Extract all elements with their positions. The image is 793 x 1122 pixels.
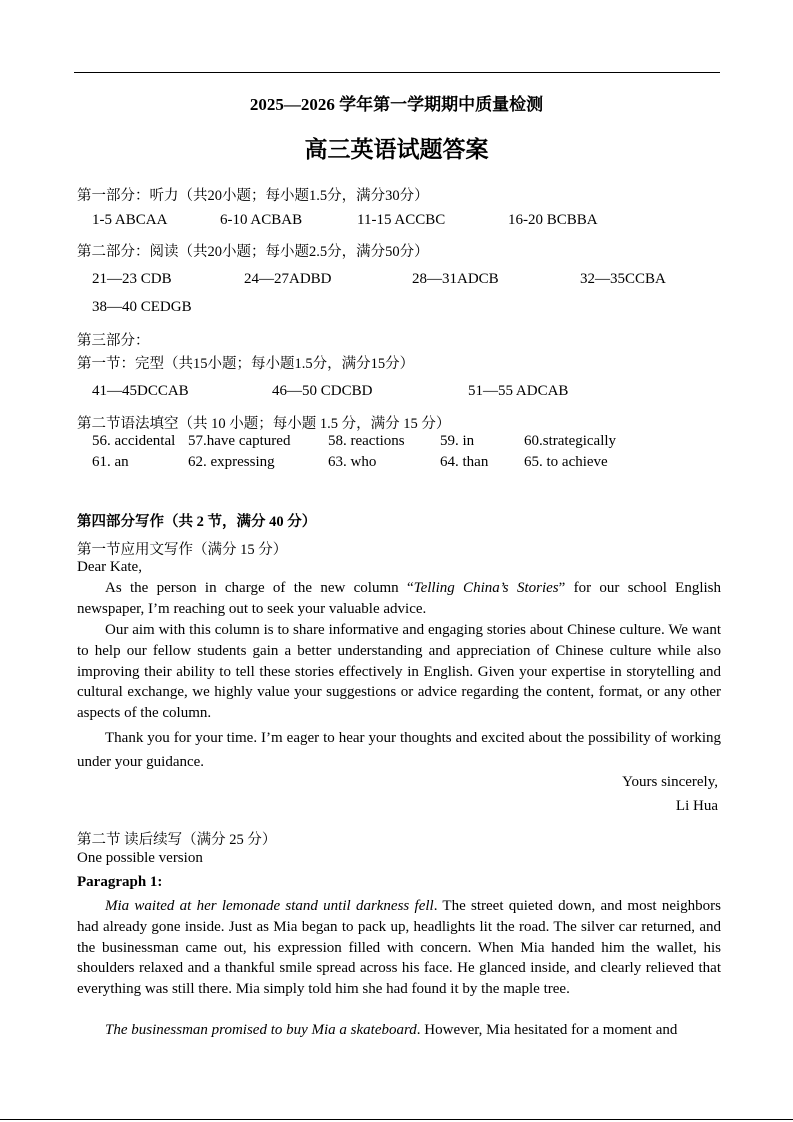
answer-item: 21—23 CDB [92, 271, 172, 287]
part4-section2-heading: 第二节 读后续写（满分 25 分） [77, 832, 277, 848]
paragraph-label: Paragraph 1: [77, 874, 163, 890]
page-title: 高三英语试题答案 [304, 137, 489, 162]
letter-greeting: Dear Kate, [77, 559, 142, 575]
answer-item: 63. who [328, 454, 377, 470]
letter-paragraph-1: As the person in charge of the new column “Telling China’s Stories” for our school English newspaper, I’m reaching out to seek your valuable advice. [77, 580, 722, 617]
part3-section2-heading: 第二节语法填空（共 10 小题；每小题 1.5 分，满分 15 分） [77, 416, 451, 432]
letter-paragraph-2: Our aim with this column is to share informative and engaging stories about Chinese culture. We want to help our fellow students gain a better understanding and appreciation of Chinese culture while also improving their ability to tell these stories effectively in English. Given your expertise in storytelling and cultural exchange, we highly value your suggestions or advice regarding the content, format, or any other aspects of the column. [77, 622, 721, 722]
version-label: One possible version [77, 850, 203, 866]
answer-item: 51—55 ADCAB [468, 383, 569, 399]
answer-item: 46—50 CDCBD [272, 383, 373, 399]
part4-heading: 第四部分写作（共 2 节，满分 40 分） [77, 514, 317, 530]
part3-section1-heading: 第一节：完型（共15小题；每小题1.5分，满分15分） [77, 356, 415, 372]
part3-heading: 第三部分： [77, 333, 150, 349]
header-rule [74, 72, 720, 73]
answer-item: 59. in [440, 433, 475, 449]
letter-closing: Yours sincerely, [622, 774, 718, 790]
answer-item: 32—35CCBA [580, 271, 666, 287]
answer-item: 28—31ADCB [412, 271, 499, 287]
exam-title: 2025—2026 学年第一学期期中质量检测 [249, 95, 544, 114]
answer-item: 58. reactions [328, 433, 405, 449]
column-name: Telling China’s Stories [413, 580, 559, 596]
answer-item: 61. an [92, 454, 129, 470]
letter-paragraph-3: Thank you for your time. I’m eager to hear your thoughts and excited about the possibility of working under your guidance. [77, 730, 721, 770]
letter-signature: Li Hua [675, 798, 718, 814]
answer-item: 64. than [440, 454, 489, 470]
answer-item: 38—40 CEDGB [92, 299, 192, 315]
footer-rule [0, 1119, 793, 1120]
continuation-paragraph-2: The businessman promised to buy Mia a skateboard. However, Mia hesitated for a moment and [105, 1022, 678, 1038]
answer-item: 65. to achieve [524, 454, 608, 470]
answer-item: 24—27ADBD [244, 271, 332, 287]
continuation-paragraph-1: Mia waited at her lemonade stand until darkness fell. The street quieted down, and most neighbors had already gone inside. Just as Mia began to pack up, headlights lit the road. The silver car returned, and the businessman came out, his expression filled with concern. When Mia handed him the wallet, his shoulders relaxed and a thankful smile spread across his face. He glanced inside, and clearly relieved that everything was still there. Mia simply told him she had found it by the maple tree. [77, 898, 721, 998]
answer-item: 16-20 BCBBA [508, 212, 598, 228]
answer-item: 6-10 ACBAB [220, 212, 303, 228]
answer-item: 60.strategically [524, 433, 617, 449]
part2-heading: 第二部分：阅读（共20小题；每小题2.5分，满分50分） [77, 244, 429, 260]
answer-item: 11-15 ACCBC [357, 212, 446, 228]
given-sentence-1: Mia waited at her lemonade stand until darkness fell [105, 898, 434, 914]
answer-item: 1-5 ABCAA [92, 212, 168, 228]
answer-item: 56. accidental [92, 433, 176, 449]
answer-item: 41—45DCCAB [92, 383, 189, 399]
answer-item: 57.have captured [188, 433, 291, 449]
part1-heading: 第一部分：听力（共20小题；每小题1.5分，满分30分） [77, 188, 429, 204]
given-sentence-2: The businessman promised to buy Mia a skateboard [105, 1022, 417, 1038]
answer-item: 62. expressing [188, 454, 275, 470]
part4-section1-heading: 第一节应用文写作（满分 15 分） [77, 542, 288, 558]
